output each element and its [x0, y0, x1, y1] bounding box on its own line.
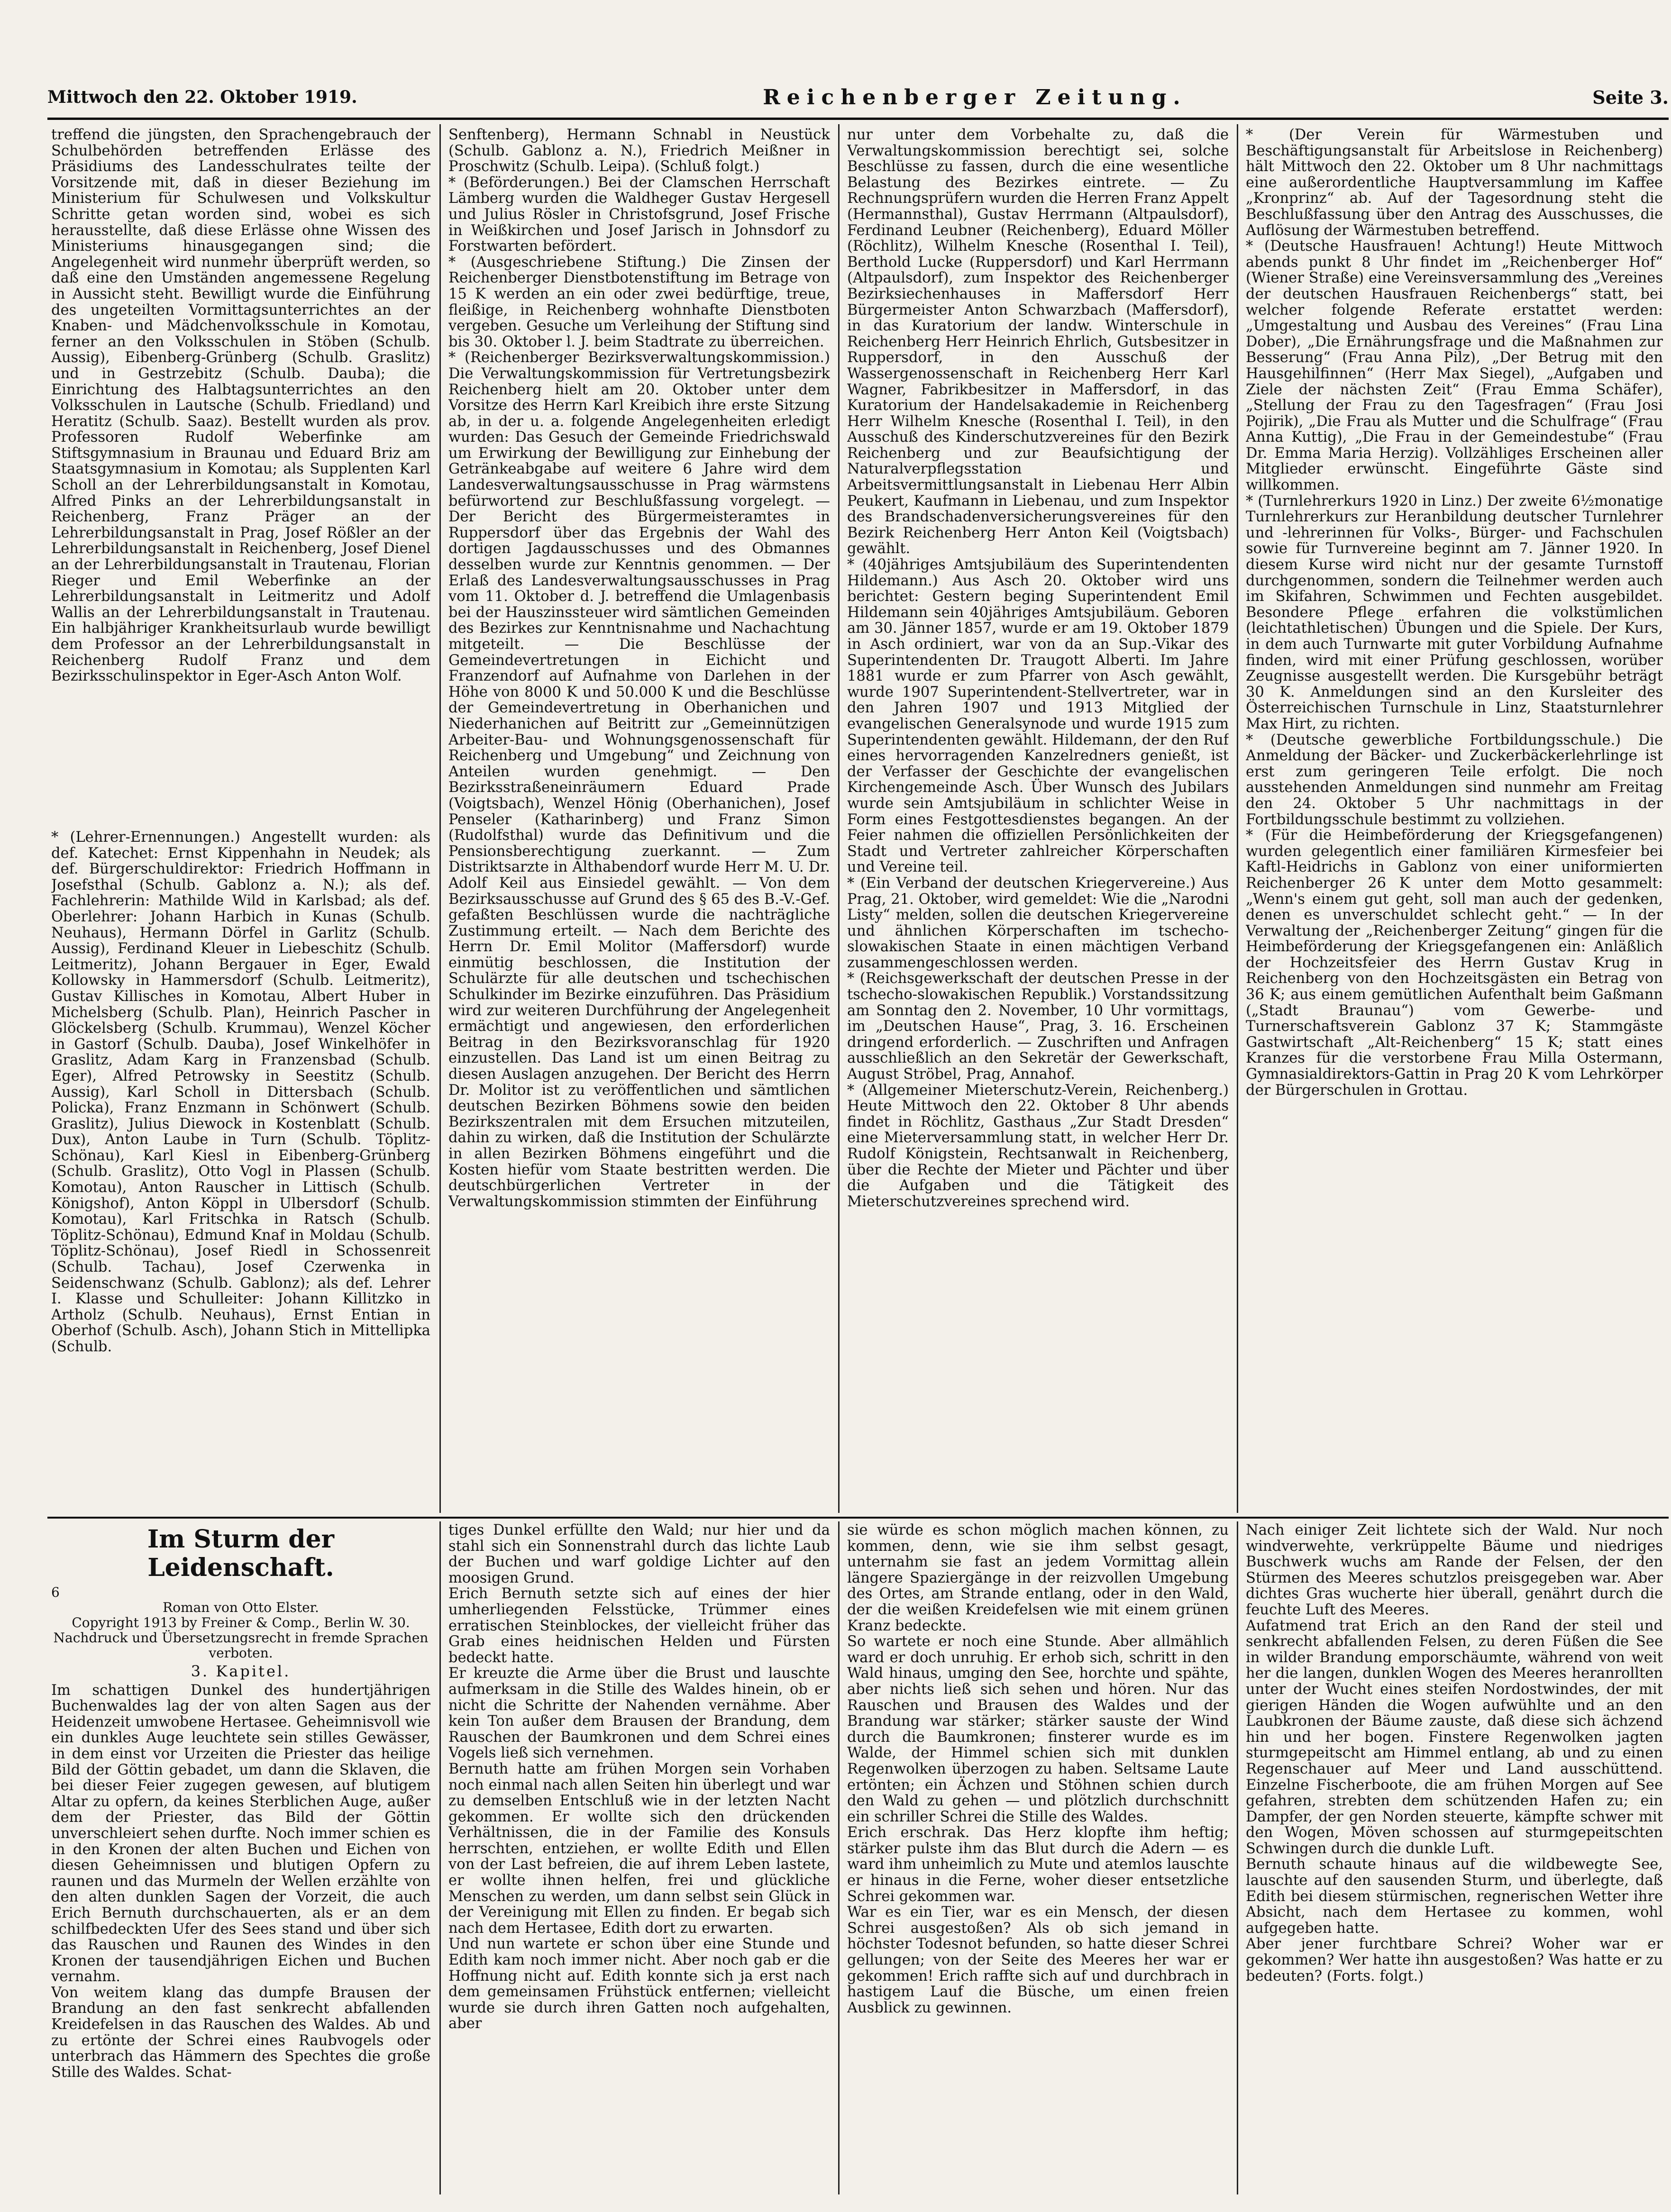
novel-column-3: sie würde es schon möglich machen können, zu kommen, denn, wie sie ihm selbst gesagt, unternahm sie fast an jedem Vormittag allein längere Spaziergänge in der reizvollen Umgebung des Ortes, am Strande entlang, oder in den Wald, der die weißen Kreidefelsen wie mit einem grünen Kranz bedeckte. So wartete er noch eine Stunde. Aber allmählich ward er doch unruhig. Er erhob sich, schritt in den Wald hinaus, umging den See, horchte und spähte, aber nichts ließ sich sehen und hören. Nur das Rauschen und Brausen des Waldes und der Brandung war stärker; stärker sauste der Wind durch die Baumkronen; finsterer wurde es im Walde, der Himmel schien sich mit dunklen Regenwolken überzogen zu haben. Seltsame Laute ertönten; ein Ächzen und Stöhnen schien durch den Wald zu gehen — und plötzlich durchschnitt ein schriller Schrei die Stille des Waldes. Erich erschrak. Das Herz klopfte ihm heftig; stärker pulste ihm das Blut durch die Adern — es ward ihm unheimlich zu Mute und atemlos lauschte er hinaus in die Ferne, woher dieser entsetzliche Schrei gekommen war. War es ein Tier, war es ein Mensch, der diesen Schrei ausgestoßen? Als ob sich jemand in höchster Todesnot befunden, so hatte dieser Schrei gellungen; von der Seite des Meeres her war er gekommen! Erich raffte sich auf und durchbrach in hastigem Lauf die Büsche, um einen freien Ausblick zu gewinnen. [847, 1522, 1229, 2016]
novel-installment-number: 6 [51, 1584, 60, 1600]
article-column-2: Senftenberg), Hermann Schnabl in Neustück (Schulb. Gablonz a. N.), Friedrich Meißner in Proschwitz (Schulb. Leipa). (Schluß folgt.) * (Beförderungen.) Bei der Clamschen Herrschaft Lämberg wurden die Waldheger Gustav Hergesell und Julius Rösler in Christofsgrund, Josef Frische in Weißkirchen und Josef Jarisch in Johnsdorf zu Forstwarten befördert. * (Ausgeschriebene Stiftung.) Die Zinsen der Reichenberger Dienstbotenstiftung im Betrage von 15 K werden an ein oder zwei bedürftige, treue, fleißige, in Reichenberg wohnhafte Dienstboten vergeben. Gesuche um Verleihung der Stiftung sind bis 30. Oktober l. J. beim Stadtrate zu überreichen. * (Reichenberger Bezirksverwaltungskommission.) Die Verwaltungskommission für Vertretungsbezirk Reichenberg hielt am 20. Oktober unter dem Vorsitze des Herrn Karl Kreibich ihre erste Sitzung ab, in der u. a. folgende Angelegenheiten erledigt wurden: Das Gesuch der Gemeinde Friedrichswald um Erwirkung der Bewilligung zur Einhebung der Getränkeabgabe auf weitere 6 Jahre wird dem Landesverwaltungsausschusse in Prag wärmstens befürwortend zur Beschlußfassung vorgelegt. — Der Bericht des Bürgermeisteramtes in Ruppersdorf über das Ergebnis der Wahl des dortigen Jagdausschusses und des Obmannes desselben wurde zur Kenntnis genommen. — Der Erlaß des Landesverwaltungsausschusses in Prag vom 11. Oktober d. J. betreffend die Umlagenbasis bei der Hauszinssteuer wird sämtlichen Gemeinden des Bezirkes zur Kenntnisnahme und Nachachtung mitgeteilt. — Die Beschlüsse der Gemeindevertretungen in Eichicht und Franzendorf auf Aufnahme von Darlehen in der Höhe von 8000 K und 50.000 K und die Beschlüsse der Gemeindevertretung in Oberhanichen und Niederhanichen auf Beitritt zur „Gemeinnützigen Arbeiter-Bau- und Wohnungsgenossenschaft für Reichenberg und Umgebung“ und Zeichnung von Anteilen wurden genehmigt. — Den Bezirksstraßeneinräumern Eduard Prade (Voigtsbach), Wenzel Hönig (Oberhanichen), Josef Penseler (Katharinberg) und Franz Simon (Rudolfsthal) wurde das Definitivum und die Pensionsberechtigung zuerkannt. — Zum Distriktsarzte in Althabendorf wurde Herr M. U. Dr. Adolf Keil aus Einsiedel gewählt. — Von dem Bezirksausschusse auf Grund des § 65 des B.-V.-Gef. gefaßten Beschlüssen wurde die nachträgliche Zustimmung erteilt. — Nach dem Berichte des Herrn Dr. Emil Molitor (Maffersdorf) wurde einmütig beschlossen, die Institution der Schulärzte für alle deutschen und tschechischen Schulkinder im Bezirke einzuführen. Das Präsidium wird zur weiteren Durchführung der Angelegenheit ermächtigt und angewiesen, den erforderlichen Beitrag in den Bezirksvoranschlag für 1920 einzustellen. Das Land ist um einen Beitrag zu diesen Auslagen anzugehen. Der Bericht des Herrn Dr. Molitor ist zu veröffentlichen und sämtlichen deutschen Bezirken Böhmens sowie den beiden Bezirkszentralen mit dem Ersuchen mitzuteilen, dahin zu wirken, daß die Institution der Schulärzte in allen Bezirken Böhmens eingeführt und die Kosten hiefür vom Staate bestritten werden. Die deutschbürgerlichen Vertreter in der Verwaltungskommission stimmten der Einführung [448, 127, 830, 1210]
issue-date: Mittwoch den 22. Oktober 1919. [47, 87, 357, 107]
column-divider [838, 1521, 840, 2194]
page-number: Seite 3. [1592, 86, 1669, 108]
page-header [47, 81, 1669, 114]
feuilleton-rule [47, 1517, 1669, 1519]
novel-title: Im Sturm der Leidenschaft. [147, 1525, 335, 1582]
novel-copyright: Copyright 1913 by Freiner & Comp., Berlin W. 30. [72, 1615, 410, 1630]
novel-column-4: Nach einiger Zeit lichtete sich der Wald. Nur noch windverwehte, verkrüppelte Bäume und niedriges Buschwerk wuchs am Rande der Felsen, der den Stürmen des Meeres schutzlos preisgegeben war. Aber dichtes Gras wucherte hier überall, genährt durch die feuchte Luft des Meeres. Aufatmend trat Erich an den Rand der steil und senkrecht abfallenden Felsen, zu deren Füßen die See in wilder Brandung emporschäumte, während von weit her die langen, dunklen Wogen des Meeres heranrollten unter der Wucht eines steifen Nordostwindes, der mit gierigen Händen die Wogen aufwühlte und an den Laubkronen der Bäume zauste, daß diese sich ächzend hin und her bogen. Finstere Regenwolken jagten sturmgepeitscht am Himmel entlang, ab und zu einen Regenschauer auf Meer und Land ausschüttend. Einzelne Fischerboote, die am frühen Morgen auf See gefahren, strebten dem schützenden Hafen zu; ein Dampfer, der gen Norden steuerte, kämpfte schwer mit den Wogen, Möven schossen auf sturmgepeitschten Schwingen durch die dunkle Luft. Bernuth schaute hinaus auf die wildbewegte See, lauschte auf den sausenden Sturm, und überlegte, daß Edith bei diesem stürmischen, regnerischen Wetter ihre Absicht, nach dem Hertasee zu kommen, wohl aufgegeben hatte. Aber jener furchtbare Schrei? Woher war er gekommen? Wer hatte ihn ausgestoßen? Was hatte er zu bedeuten? (Forts. folgt.) [1246, 1522, 1663, 1984]
article-teachers-appointments: * (Lehrer-Ernennungen.) Angestellt wurden: als def. Katechet: Ernst Kippenhahn in Neudek; als def. Bürgerschuldirektor: Friedrich Hoffmann in Josefsthal (Schulb. Gablonz a. N.); als def. Fachlehrerin: Mathilde Wild in Karlsbad; als def. Oberlehrer: Johann Harbich in Kunas (Schulb. Neuhaus), Hermann Dörfel in Garlitz (Schulb. Aussig), Ferdinand Kleuer in Liebeschitz (Schulb. Leitmeritz), Johann Bergauer in Eger, Ewald Kollowsky in Hammersdorf (Schulb. Leitmeritz), Gustav Killisches in Komotau, Albert Huber in Michelsberg (Schulb. Plan), Heinrich Pascher in Glöckelsberg (Schulb. Krummau), Wenzel Köcher in Gastorf (Schulb. Dauba), Josef Winkelhöfer in Graslitz, Adam Karg in Franzensbad (Schulb. Eger), Alfred Petrowsky in Seestitz (Schulb. Aussig), Karl Scholl in Dittersbach (Schulb. Policka), Franz Enzmann in Schönwert (Schulb. Graslitz), Julius Diewock in Kostenblatt (Schulb. Dux), Anton Laube in Turn (Schulb. Töplitz-Schönau), Karl Kiesl in Eibenberg-Grünberg (Schulb. Graslitz), Otto Vogl in Plassen (Schulb. Komotau), Anton Rauscher in Littisch (Schulb. Königshof), Anton Köppl in Ulbersdorf (Schulb. Komotau), Karl Fritschka in Ratsch (Schulb. Töplitz-Schönau), Edmund Knaf in Moldau (Schulb. Töplitz-Schönau), Josef Riedl in Schossenreit (Schulb. Tachau), Josef Czerwenka in Seidenschwanz (Schulb. Gablonz); als def. Lehrer I. Klasse und Schulleiter: Johann Killitzko in Artholz (Schulb. Neuhaus), Ernst Entian in Oberhof (Schulb. Asch), Johann Stich in Mittellipka (Schulb. [51, 829, 430, 1355]
novel-column-2: tiges Dunkel erfüllte den Wald; nur hier und da stahl sich ein Sonnenstrahl durch das lichte Laub der Buchen und warf goldige Lichter auf den moosigen Grund. Erich Bernuth setzte sich auf eines der hier umherliegenden Felsstücke, Trümmer eines erratischen Steinblockes, der vielleicht früher das Grab eines heidnischen Helden und Fürsten bedeckt hatte. Er kreuzte die Arme über die Brust und lauschte aufmerksam in die Stille des Waldes hinein, ob er nicht die Schritte der Nahenden vernähme. Aber kein Ton außer dem Brausen der Brandung, dem Rauschen der Baumkronen und dem Schrei eines Vogels ließ sich vernehmen. Bernuth hatte am frühen Morgen sein Vorhaben noch einmal nach allen Seiten hin überlegt und war zu demselben Entschluß wie in der letzten Nacht gekommen. Er wollte sich den drückenden Verhältnissen, die in der Familie des Konsuls herrschten, entziehen, er wollte Edith und Ellen von der Last befreien, die auf ihrem Leben lastete, er wollte ihnen helfen, frei und glückliche Menschen zu werden, um dann selbst sein Glück in der Vereinigung mit Ellen zu finden. Er begab sich nach dem Hertasee, Edith dort zu erwarten. Und nun wartete er schon über eine Stunde und Edith kam noch immer nicht. Aber noch gab er die Hoffnung nicht auf. Edith konnte sich ja erst nach dem gemeinsamen Frühstück entfernen; vielleicht wurde sie durch ihren Gatten noch aufgehalten, aber [448, 1522, 830, 2032]
novel-text: Im schattigen Dunkel des hundertjährigen Buchenwaldes lag der von alten Sagen aus der Heidenzeit umwobene Hertasee. Geheimnisvoll wie ein dunkles Auge leuchtete sein stilles Gewässer, in dem einst vor Urzeiten die Priester das heilige Bild der Göttin gebadet, um dann die Sklaven, die bei dieser Feier zugegen gewesen, auf blutigem Altar zu opfern, da keines Sterblichen Auge, außer dem der Priester, das Bild der Göttin unverschleiert sehen durfte. Noch immer schien es in den Kronen der alten Buchen und Eichen von diesen Geheimnissen und blutigen Opfern zu raunen und das Murmeln der Wellen erzählte von den alten dunklen Sagen der Vorzeit, die auch Erich Bernuth durchschauerten, als er an dem schilfbedeckten Ufer des Sees stand und über sich das Rauschen und Raunen des Windes in den Kronen der tausendjährigen Eichen und Buchen vernahm. Von weitem klang das dumpfe Brausen der Brandung an den fast senkrecht abfallenden Kreidefelsen in das Rauschen des Waldes. Ab und zu ertönte der Schrei eines Raubvogels oder unterbrach das Hämmern des Spechtes die große Stille des Waldes. Schat- [51, 1682, 430, 2081]
masthead: Reichenberger Zeitung. [763, 85, 1187, 109]
article-column-1-top: treffend die jüngsten, den Sprachengebrauch der Schulbehörden betreffenden Erlässe des Präsidiums des Landesschulrates teilte der Vorsitzende mit, daß in dieser Beziehung im Ministerium für Schulwesen und Volkskultur Schritte getan worden sind, wobei es sich herausstellte, daß diese Erlässe ohne Wissen des Ministeriums hinausgegangen sind; die Angelegenheit wird nunmehr überprüft werden, so daß eine den Umständen angemessene Regelung in Aussicht steht. Bewilligt wurde die Einführung des ungeteilten Vormittagsunterrichtes an der Knaben- und Mädchenvolksschule in Komotau, ferner an den Volksschulen in Stöben (Schulb. Aussig), Eibenberg-Grünberg (Schulb. Graslitz) und in Gestrzebitz (Schulb. Dauba); die Einrichtung des Halbtagsunterrichtes an den Volksschulen in Lautsche (Schulb. Friedland) und Heratitz (Schulb. Saaz). Bestellt wurden als prov. Professoren Rudolf Weberfinke am Stiftsgymnasium in Braunau und Eduard Briz am Staatsgymnasium in Komotau; als Supplenten Karl Scholl an der Lehrerbildungsanstalt in Komotau, Alfred Pinks an der Lehrerbildungsanstalt in Reichenberg, Franz Präger an der Lehrerbildungsanstalt in Prag, Josef Rößler an der Lehrerbildungsanstalt in Reichenberg, Josef Dienel an der Lehrerbildungsanstalt in Trautenau, Florian Rieger und Emil Weberfinke an der Lehrerbildungsanstalt in Leitmeritz und Adolf Wallis an der Lehrerbildungsanstalt in Trautenau. Ein halbjähriger Krankheitsurlaub wurde bewilligt dem Professor an der Lehrerbildungsanstalt in Reichenberg Rudolf Franz und dem Bezirksschulinspektor in Eger-Asch Anton Wolf. [51, 127, 430, 685]
article-column-4: * (Der Verein für Wärmestuben und Beschäftigungsanstalt für Arbeitslose in Reichenberg) hält Mittwoch den 22. Oktober um 8 Uhr nachmittags eine außerordentliche Hauptversammlung im Kaffee „Kronprinz“ ab. Auf der Tagesordnung steht die Beschlußfassung über den Antrag des Ausschusses, die Auflösung der Wärmestuben betreffend. * (Deutsche Hausfrauen! Achtung!) Heute Mittwoch abends punkt 8 Uhr findet im „Reichenberger Hof“ (Wiener Straße) eine Vereinsversammlung des „Vereines der deutschen Hausfrauen Reichenbergs“ statt, bei welcher folgende Referate erstattet werden: „Umgestaltung und Ausbau des Vereines“ (Frau Lina Dober), „Die Ernährungsfrage und die Maßnahmen zur Besserung“ (Frau Anna Pilz), „Der Betrug mit den Hausgehilfinnen“ (Herr Max Siegel), „Aufgaben und Ziele der nächsten Zeit“ (Frau Emma Schäfer), „Stellung der Frau zu den Tagesfragen“ (Frau Josi Pojirik), „Die Frau als Mutter und die Schulfrage“ (Frau Anna Kuttig), „Die Frau in der Gemeindestube“ (Frau Dr. Emma Maria Herzig). Vollzähliges Erscheinen aller Mitglieder erwünscht. Eingeführte Gäste sind willkommen. * (Turnlehrerkurs 1920 in Linz.) Der zweite 6½monatige Turnlehrerkurs zur Heranbildung deutscher Turnlehrer und -lehrerinnen für Volks-, Bürger- und Fachschulen sowie für Turnvereine beginnt am 7. Jänner 1920. In diesem Kurse wird nicht nur der gesamte Turnstoff durchgenommen, sondern die Teilnehmer werden auch im Skifahren, Schwimmen und Fechten ausgebildet. Besondere Pflege erfahren die volkstümlichen (leichtathletischen) Übungen und die Spiele. Der Kurs, in dem auch Turnwarte mit guter Vorbildung Aufnahme finden, wird mit einer Prüfung geschlossen, worüber Zeugnisse ausgestellt werden. Die Kursgebühr beträgt 30 K. Anmeldungen sind an den Kursleiter des Österreichischen Turnschule in Linz, Staatsturnlehrer Max Hirt, zu richten. * (Deutsche gewerbliche Fortbildungsschule.) Die Anmeldung der Bäcker- und Zuckerbäckerlehrlinge ist erst zum geringeren Teile erfolgt. Die noch ausstehenden Anmeldungen sind nunmehr am Freitag den 24. Oktober 5 Uhr nachmittags in der Fortbildungsschule bestimmt zu vollziehen. * (Für die Heimbeförderung der Kriegsgefangenen) wurden gelegentlich einer familiären Kirmesfeier bei Kaftl-Heidrichs in Gablonz von einer uniformierten Reichenberger 26 K unter dem Motto gesammelt: „Wenn's einem gut geht, soll man auch der gedenken, denen es unverschuldet schlecht geht.“ — In der Verwaltung der „Reichenberger Zeitung“ gingen für die Heimbeförderung der Kriegsgefangenen ein: Anläßlich der Hochzeitsfeier des Herrn Gustav Krug in Reichenberg von den Hochzeitsgästen ein Betrag von 36 K; aus einem gemütlichen Aufenthalt beim Gaßmann („Stadt Braunau“) vom Gewerbe- und Turnerschaftsverein Gablonz 37 K; Stammgäste Gastwirtschaft „Alt-Reichenberg“ 15 K; statt eines Kranzes für die verstorbene Frau Milla Ostermann, Gymnasialdirektors-Gattin in Prag 20 K vom Lehrkörper der Bürgerschulen in Grottau. [1246, 127, 1663, 1099]
column-divider [439, 1521, 441, 2194]
column-divider [439, 124, 441, 1513]
novel-author: Roman von Otto Elster. [163, 1600, 319, 1615]
column-divider [1237, 1521, 1238, 2194]
column-divider [838, 124, 840, 1513]
article-column-3: nur unter dem Vorbehalte zu, daß die Verwaltungskommission berechtigt sei, solche Beschlüsse zu fassen, durch die eine wesentliche Belastung des Bezirkes eintrete. — Zu Rechnungsprüfern wurden die Herren Franz Appelt (Hermannsthal), Gustav Herrmann (Altpaulsdorf), Ferdinand Leubner (Reichenberg), Eduard Möller (Röchlitz), Wilhelm Knesche (Rosenthal I. Teil), Berthold Lucke (Ruppersdorf) und Karl Herrmann (Altpaulsdorf), zum Inspektor des Reichenberger Bezirksiechenhauses in Maffersdorf Herr Bürgermeister Anton Schwarzbach (Maffersdorf), in das Kuratorium der landw. Winterschule in Reichenberg Herr Heinrich Ehrlich, Gutsbesitzer in Ruppersdorf, in den Ausschuß der Wassergenossenschaft in Reichenberg Herr Karl Wagner, Fabrikbesitzer in Maffersdorf, in das Kuratorium der Handelsakademie in Reichenberg Herr Wilhelm Knesche (Rosenthal I. Teil), in den Ausschuß des Kinderschutzvereines für den Bezirk Reichenberg und zur Beaufsichtigung der Naturalverpflegsstation und Arbeitsvermittlungsanstalt in Liebenau Herr Albin Peukert, Kaufmann in Liebenau, und zum Inspektor des Brandschadenversicherungsvereines für den Bezirk Reichenberg Herr Anton Keil (Voigtsbach) gewählt. * (40jähriges Amtsjubiläum des Superintendenten Hildemann.) Aus Asch 20. Oktober wird uns berichtet: Gestern beging Superintendent Emil Hildemann sein 40jähriges Amtsjubiläum. Geboren am 30. Jänner 1857, wurde er am 19. Oktober 1879 in Asch ordiniert, war von da an Sup.-Vikar des Superintendenten Dr. Traugott Alberti. Im Jahre 1881 wurde er zum Pfarrer von Asch gewählt, wurde 1907 Superintendent-Stellvertreter, war in den Jahren 1907 und 1913 Mitglied der evangelischen Generalsynode und wurde 1915 zum Superintendenten gewählt. Hildemann, der den Ruf eines hervorragenden Kanzelredners genießt, ist der Verfasser der Geschichte der evangelischen Kirchengemeinde Asch. Über Wunsch des Jubilars wurde sein Amtsjubiläum in schlichter Weise in Form eines Festgottesdienstes begangen. An der Feier nahmen die offiziellen Persönlichkeiten der Stadt und Vertreter zahlreicher Körperschaften und Vereine teil. * (Ein Verband der deutschen Kriegervereine.) Aus Prag, 21. Oktober, wird gemeldet: Wie die „Narodni Listy“ melden, sollen die deutschen Kriegervereine und ähnlichen Körperschaften im tschecho-slowakischen Staate in einen mächtigen Verband zusammengeschlossen werden. * (Reichsgewerkschaft der deutschen Presse in der tschecho-slowakischen Republik.) Vorstandssitzung am Sonntag den 2. November, 10 Uhr vormittags, im „Deutschen Hause“, Prag, 3. 16. Erscheinen dringend erforderlich. — Zuschriften und Anfragen ausschließlich an den Sekretär der Gewerkschaft, August Ströbel, Prag, Annahof. * (Allgemeiner Mieterschutz-Verein, Reichenberg.) Heute Mittwoch den 22. Oktober 8 Uhr abends findet in Röchlitz, Gasthaus „Zur Stadt Dresden“ eine Mieterversammlung statt, in welcher Herr Dr. Rudolf Königstein, Rechtsanwalt in Reichenberg, über die Rechte der Mieter und Pächter und über die Aufgaben und die Tätigkeit des Mieterschutzvereines sprechend wird. [847, 127, 1229, 1210]
header-rule [47, 118, 1669, 120]
novel-rights: Nachdruck und Übersetzungsrecht in fremde Sprachen verboten. [53, 1630, 429, 1661]
novel-chapter: 3. Kapitel. [191, 1662, 291, 1680]
column-divider [1237, 124, 1238, 1513]
novel-column-1 [51, 1522, 430, 2195]
